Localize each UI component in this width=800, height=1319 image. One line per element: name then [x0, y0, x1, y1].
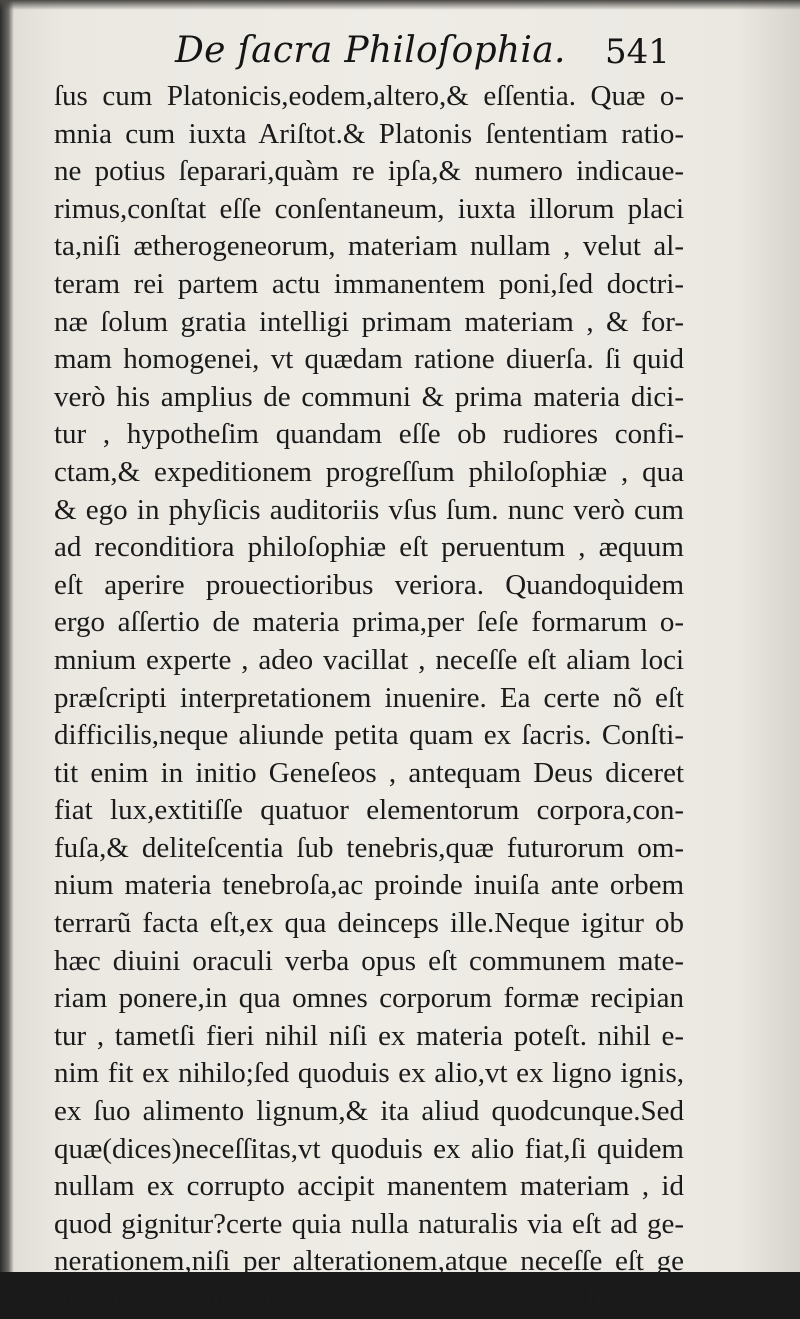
page-top-shadow: [0, 0, 800, 10]
text-line: tit enim in initio Geneſeos , antequam Deus diceret: [54, 756, 684, 789]
text-line: nium materia tenebroſa,ac proinde inuiſa ante orbem: [54, 869, 684, 902]
text-line: ex ſuo alimento lignum,& ita aliud quodcunque.Sed: [54, 1095, 684, 1128]
text-line: nerationem,niſi per alterationem,atque neceſſe eſt ge: [54, 1245, 684, 1278]
text-line: teram rei partem actu immanentem poni,ſed doctri-: [54, 267, 684, 300]
text-line: næ ſolum gratia intelligi primam materiam , & for-: [54, 305, 684, 338]
text-line: nullam ex corrupto accipit manentem materiam , id: [54, 1170, 684, 1203]
text-line: difficilis,neque aliunde petita quam ex ſacris. Conſti-: [54, 719, 684, 752]
text-line: ergo aſſertio de materia prima,per ſeſe formarum o-: [54, 606, 684, 639]
text-line: terrarũ facta eſt,ex qua deinceps ille.Neque igitur ob: [54, 907, 684, 940]
text-line: quæ(dices)neceſſitas,vt quoduis ex alio fiat,ſi quidem: [54, 1132, 684, 1165]
text-line: ad reconditiora philoſophiæ eſt peruentum , æquum: [54, 531, 684, 564]
page-gutter-shadow: [0, 0, 14, 1272]
text-line: præſcripti interpretationem inuenire. Ea certe nõ eſt: [54, 681, 684, 714]
text-line: ſus cum Platonicis,eodem,altero,& eſſentia. Quæ o-: [54, 80, 684, 112]
running-head: [0, 26, 800, 86]
running-title: De ſacra Philoſophia.: [175, 30, 566, 71]
text-line: tur , tametſi fieri nihil niſi ex materia poteſt. nihil e-: [54, 1019, 684, 1052]
text-line: ctam,& expeditionem progreſſum philoſophiæ , qua: [54, 455, 684, 488]
text-line: mnia cum iuxta Ariſtot.& Platonis ſententiam ratio-: [54, 117, 684, 150]
text-line: mam homogenei, vt quædam ratione diuerſa. ſi quid: [54, 343, 684, 376]
text-line: verò his amplius de communi & prima materia dici-: [54, 380, 684, 413]
text-line: eſt aperire prouectioribus veriora. Quandoquidem: [54, 568, 684, 601]
text-line: & ego in phyſicis auditoriis vſus ſum. nunc verò cum: [54, 493, 684, 526]
text-line: quod gignitur?certe quia nulla naturalis via eſt ad ge-: [54, 1207, 684, 1240]
page-number: 541: [605, 32, 670, 72]
body-text: [54, 78, 684, 1319]
text-line: rimus,conſtat eſſe conſentaneum, iuxta illorum placi: [54, 192, 684, 225]
text-line: hæc diuini oraculi verba opus eſt communem mate-: [54, 944, 684, 977]
text-line: riam ponere,in qua omnes corporum formæ recipian: [54, 982, 684, 1015]
text-line: nerationem alteratio præcedat, alteratio verò alicuius: [54, 1283, 665, 1315]
text-line: fiat lux,extitiſſe quatuor elementorum corpora,con-: [54, 794, 684, 827]
text-line: tur , hypotheſim quandam eſſe ob rudiores confi-: [54, 418, 684, 451]
text-line: ta,niſi ætherogeneorum, materiam nullam , velut al-: [54, 230, 684, 263]
text-line: fuſa,& deliteſcentia ſub tenebris,quæ futurorum om-: [54, 831, 684, 864]
text-line: ne potius ſeparari,quàm re ipſa,& numero indicaue-: [54, 155, 684, 188]
text-line: nim fit ex nihilo;ſed quoduis ex alio,vt ex ligno ignis,: [54, 1057, 684, 1090]
text-line: mnium experte , adeo vacillat , neceſſe eſt aliam loci: [54, 643, 684, 676]
